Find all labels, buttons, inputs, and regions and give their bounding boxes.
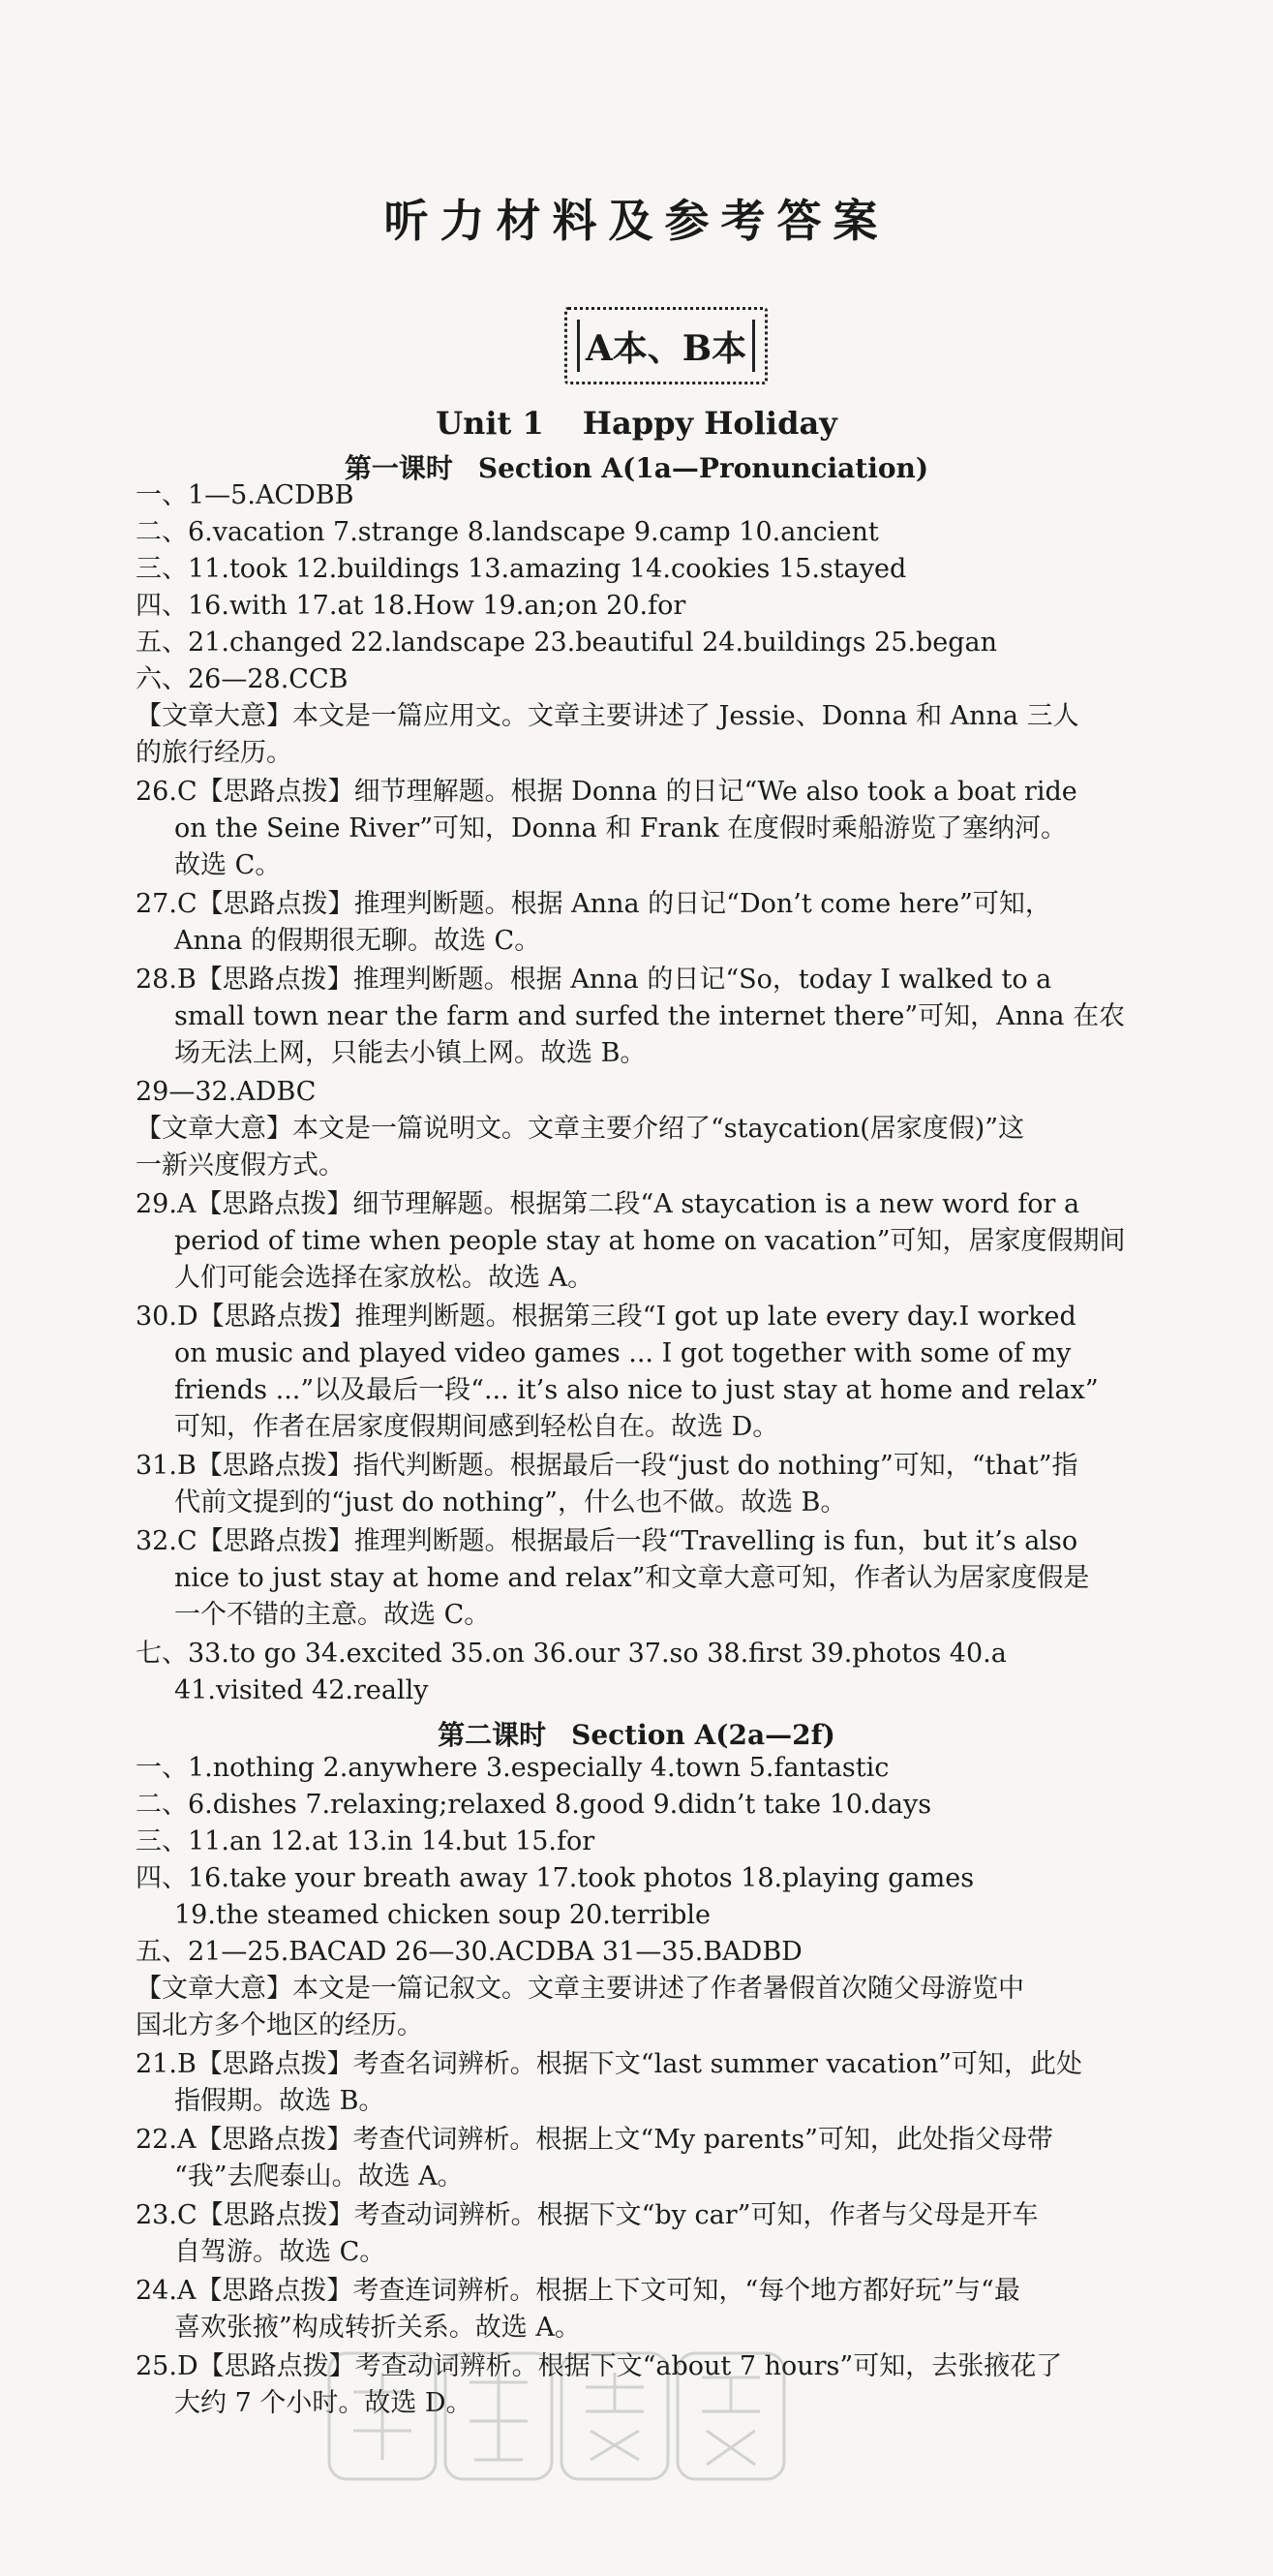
book-badge — [564, 307, 768, 384]
page-title: 听力材料及参考答案 — [383, 195, 890, 247]
explanation-line: 可知，作者在居家度假期间感到轻松自在。故选 D。 — [174, 1412, 779, 1442]
explanation-line: 28.B【思路点拨】推理判断题。根据 Anna 的日记“So，today I walked to a — [136, 965, 1052, 995]
explanation-line: period of time when people stay at home on vacation”可知，居家度假期间 — [174, 1226, 1126, 1256]
lesson-2-section: Section A(2a—2f) — [571, 1719, 835, 1751]
explanation-line: 大约 7 个小时。故选 D。 — [174, 2388, 472, 2418]
explanation-line: 21.B【思路点拨】考查名词辨析。根据下文“last summer vacation”可知，此处 — [136, 2049, 1083, 2079]
summary-line: 的旅行经历。 — [136, 738, 292, 768]
lesson-1-label: 第一课时 — [344, 452, 453, 484]
explanation-line: on music and played video games ... I got together with some of my — [174, 1338, 1072, 1368]
explanation-line: 一个不错的主意。故选 C。 — [174, 1600, 491, 1630]
unit-name: Unit 1 — [436, 405, 544, 442]
answer-line: 三、11.took 12.buildings 13.amazing 14.cookies 15.stayed — [136, 554, 907, 584]
explanation-line: 29.A【思路点拨】细节理解题。根据第二段“A staycation is a new word for a — [136, 1189, 1080, 1219]
explanation-line: 27.C【思路点拨】推理判断题。根据 Anna 的日记“Don’t come here”可知， — [136, 889, 1051, 919]
explanation-line: 31.B【思路点拨】指代判断题。根据最后一段“just do nothing”可知，“that”指 — [136, 1451, 1078, 1481]
explanation-line: 30.D【思路点拨】推理判断题。根据第三段“I got up late every day.I worked — [136, 1302, 1076, 1332]
answer-line: 一、1.nothing 2.anywhere 3.especially 4.town 5.fantastic — [136, 1753, 890, 1783]
explanation-line: Anna 的假期很无聊。故选 C。 — [174, 926, 541, 956]
explanation-line: friends ...”以及最后一段“... it’s also nice to just stay at home and relax” — [174, 1375, 1099, 1405]
explanation-line: on the Seine River”可知，Donna 和 Frank 在度假时乘船游览了塞纳河。 — [174, 813, 1068, 843]
unit-title — [0, 405, 1273, 442]
summary-line: 一新兴度假方式。 — [136, 1150, 345, 1181]
summary-line: 【文章大意】本文是一篇说明文。文章主要介绍了“staycation(居家度假)”这 — [136, 1114, 1025, 1144]
explanation-line: 人们可能会选择在家放松。故选 A。 — [174, 1263, 594, 1293]
explanation-line: 26.C【思路点拨】细节理解题。根据 Donna 的日记“We also took a boat ride — [136, 777, 1077, 807]
explanation-line: 自驾游。故选 C。 — [174, 2237, 386, 2267]
answer-line: 七、33.to go 34.excited 35.on 36.our 37.so 38.first 39.photos 40.a — [136, 1639, 1007, 1669]
lesson-1-section: Section A(1a—Pronunciation) — [477, 452, 929, 484]
answer-line: 19.the steamed chicken soup 20.terrible — [174, 1900, 712, 1930]
explanation-line: 代前文提到的“just do nothing”，什么也不做。故选 B。 — [174, 1487, 847, 1518]
explanation-line: 故选 C。 — [174, 850, 282, 880]
answer-line: 四、16.take your breath away 17.took photos 18.playing games — [136, 1863, 975, 1893]
answer-line: 五、21—25.BACAD 26—30.ACDBA 31—35.BADBD — [136, 1937, 803, 1967]
explanation-line: 32.C【思路点拨】推理判断题。根据最后一段“Travelling is fun，but it’s also — [136, 1526, 1078, 1556]
explanation-line: 喜欢张掖”构成转折关系。故选 A。 — [174, 2313, 581, 2343]
explanation-line: 24.A【思路点拨】考查连词辨析。根据上下文可知，“每个地方都好玩”与“最 — [136, 2276, 1020, 2306]
answer-line: 四、16.with 17.at 18.How 19.an;on 20.for — [136, 591, 686, 621]
book-badge-label: A本、B本 — [577, 320, 755, 372]
explanation-line: 场无法上网，只能去小镇上网。故选 B。 — [174, 1038, 647, 1068]
explanation-line: small town near the farm and surfed the internet there”可知，Anna 在农 — [174, 1001, 1126, 1031]
summary-line: 国北方多个地区的经历。 — [136, 2010, 423, 2040]
summary-line: 【文章大意】本文是一篇记叙文。文章主要讲述了作者暑假首次随父母游览中 — [136, 1974, 1024, 2004]
explanation-line: 25.D【思路点拨】考查动词辨析。根据下文“about 7 hours”可知，去张掖花了 — [136, 2351, 1063, 2381]
explanation-line: nice to just stay at home and relax”和文章大意可知，作者认为居家度假是 — [174, 1563, 1090, 1593]
lesson-2-label: 第二课时 — [438, 1719, 547, 1751]
answer-line: 29—32.ADBC — [136, 1077, 317, 1107]
answer-line: 一、1—5.ACDBB — [136, 480, 354, 510]
explanation-line: 22.A【思路点拨】考查代词辨析。根据上文“My parents”可知，此处指父母带 — [136, 2125, 1053, 2155]
lesson-2-heading — [0, 1714, 1273, 1753]
answer-line: 41.visited 42.really — [174, 1675, 429, 1705]
answer-line: 三、11.an 12.at 13.in 14.but 15.for — [136, 1826, 595, 1856]
explanation-line: 指假期。故选 B。 — [174, 2086, 385, 2116]
summary-line: 【文章大意】本文是一篇应用文。文章主要讲述了 Jessie、Donna 和 Anna 三人 — [136, 701, 1079, 731]
answer-line: 六、26—28.CCB — [136, 664, 349, 694]
explanation-line: 23.C【思路点拨】考查动词辨析。根据下文“by car”可知，作者与父母是开车 — [136, 2200, 1039, 2230]
explanation-line: “我”去爬泰山。故选 A。 — [174, 2162, 464, 2192]
unit-topic: Happy Holiday — [582, 405, 837, 442]
answer-line: 二、6.vacation 7.strange 8.landscape 9.camp 10.ancient — [136, 517, 879, 547]
answer-line: 五、21.changed 22.landscape 23.beautiful 24.buildings 25.began — [136, 628, 997, 658]
answer-line: 二、6.dishes 7.relaxing;relaxed 8.good 9.didn’t take 10.days — [136, 1790, 932, 1820]
